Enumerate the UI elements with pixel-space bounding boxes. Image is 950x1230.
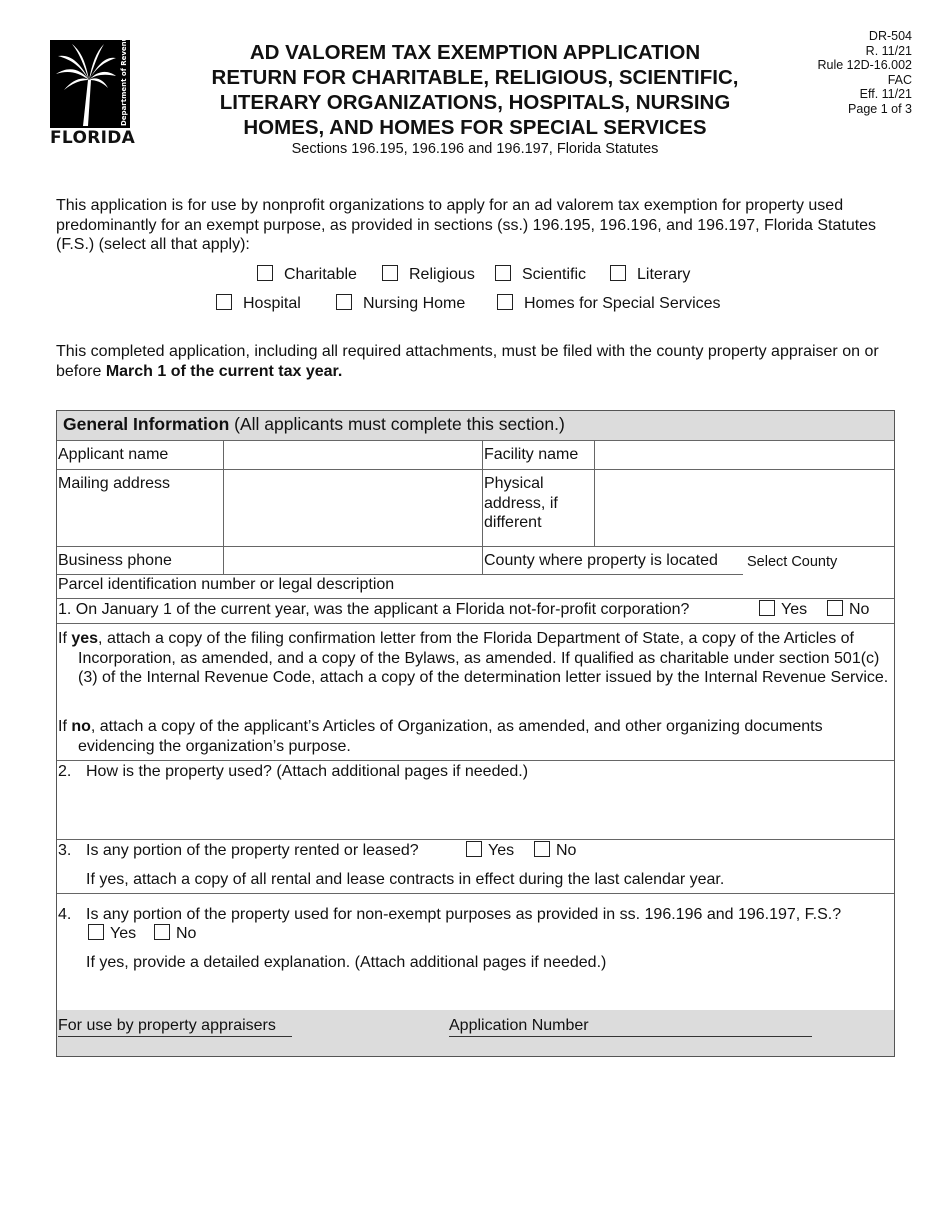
q4-answer-field[interactable] (86, 976, 892, 1009)
form-subtitle: Sections 196.195, 196.196 and 196.197, Florida Statutes (291, 141, 659, 157)
q2-answer-field[interactable] (86, 784, 892, 838)
question-1-no[interactable] (827, 600, 869, 620)
form-effective: Eff. 11/21 (859, 87, 912, 102)
county-select[interactable]: Select County (747, 554, 838, 570)
mailing-address-label: Mailing address (58, 475, 171, 492)
option-scientific[interactable] (495, 265, 586, 284)
physical-address-label: Physical address, if different (484, 475, 558, 531)
facility-name-field[interactable] (595, 441, 894, 469)
question-4-text: Is any portion of the property used for non-exempt purposes as provided in ss. 196.196 and 196.197, F.S.? (86, 906, 842, 923)
general-information-form (56, 410, 895, 1057)
appraiser-use-band (57, 1010, 894, 1056)
facility-name-label: Facility name (484, 446, 579, 463)
option-charitable[interactable] (257, 265, 357, 284)
q3-no-label: No (556, 842, 577, 859)
form-fac: FAC (887, 72, 912, 87)
title-line-1: AD VALOREM TAX EXEMPTION APPLICATION (249, 41, 701, 64)
section-title-bold: General Information (63, 414, 230, 434)
parcel-label: Parcel identification number or legal description (58, 576, 395, 593)
parcel-field[interactable] (417, 575, 893, 598)
q3-no-checkbox[interactable] (534, 841, 550, 857)
scientific-label: Scientific (522, 266, 587, 283)
question-2-text: How is the property used? (Attach additional pages if needed.) (86, 763, 529, 780)
applicant-name-label: Applicant name (58, 446, 169, 463)
title-line-2: RETURN FOR CHARITABLE, RELIGIOUS, SCIENTIFIC, (211, 66, 739, 89)
section-title (63, 415, 565, 435)
filing-deadline: March 1 of the current tax year. (105, 362, 343, 380)
literary-label: Literary (637, 266, 691, 283)
form-rule: Rule 12D-16.002 (817, 58, 912, 73)
q3-yes-checkbox[interactable] (466, 841, 482, 857)
question-4-yes[interactable] (88, 924, 136, 944)
q4-yes-checkbox[interactable] (88, 924, 104, 940)
question-1-text: 1. On January 1 of the current year, was the applicant a Florida not-for-profit corporation? (58, 601, 690, 618)
q1-if-no-lead: If (58, 718, 72, 735)
question-2-number: 2. (58, 763, 72, 780)
question-4-no[interactable] (154, 924, 196, 944)
filing-instructions (56, 342, 906, 381)
q1-if-no-instructions (58, 717, 892, 756)
q3-yes-label: Yes (488, 842, 515, 859)
section-title-note: (All applicants must complete this section.) (229, 414, 565, 434)
question-3-text: Is any portion of the property rented or leased? (86, 842, 419, 859)
q1-if-yes-lead: If (58, 630, 72, 647)
literary-checkbox[interactable] (610, 265, 626, 281)
palm-tree-icon (50, 40, 130, 128)
appraiser-use-label: For use by property appraisers (58, 1016, 292, 1037)
section-header (57, 411, 894, 440)
special-services-label: Homes for Special Services (524, 295, 721, 312)
question-4-note: If yes, provide a detailed explanation. (Attach additional pages if needed.) (86, 954, 607, 971)
q4-no-checkbox[interactable] (154, 924, 170, 940)
special-services-checkbox[interactable] (497, 294, 513, 310)
title-line-3: LITERARY ORGANIZATIONS, HOSPITALS, NURSING (219, 91, 731, 114)
business-phone-field[interactable] (224, 547, 482, 574)
question-3-no[interactable] (534, 841, 576, 861)
question-4-number: 4. (58, 906, 72, 923)
q1-yes-checkbox[interactable] (759, 600, 775, 616)
filing-text: This completed application, including all required attachments, must be filed with the county property appraiser on or before (56, 343, 879, 380)
nursing-home-checkbox[interactable] (336, 294, 352, 310)
q1-if-no-bold: no (71, 718, 91, 735)
q1-no-label: No (849, 601, 870, 618)
scientific-checkbox[interactable] (495, 265, 511, 281)
hospital-label: Hospital (243, 295, 301, 312)
q1-yes-label: Yes (781, 601, 808, 618)
q4-no-label: No (176, 925, 197, 942)
q1-if-yes-instructions (58, 629, 892, 688)
title-line-4: HOMES, AND HOMES FOR SPECIAL SERVICES (243, 116, 707, 139)
option-literary[interactable] (610, 265, 690, 284)
intro-text: This application is for use by nonprofit organizations to apply for an ad valorem tax exemption for property used predominantly for an exempt purpose, as provided in sections (ss.) 196.195, 196.196, and 196.197, Florida Statutes (F.S.) (select all that apply): (56, 197, 877, 253)
form-revision: R. 11/21 (865, 43, 912, 58)
logo-side-text: Department of Revenue (120, 40, 128, 126)
q1-no-checkbox[interactable] (827, 600, 843, 616)
q1-if-yes-text: , attach a copy of the filing confirmation letter from the Florida Department of State, a copy of the Articles of Incorporation, as amended, and a copy of the Bylaws, as amended. If qualified as charitable under section 501(c)(3) of the Internal Revenue Code, attach a copy of the determination letter issued by the Internal Revenue Service. (78, 630, 889, 686)
q4-yes-label: Yes (110, 925, 137, 942)
option-hospital[interactable] (216, 294, 301, 313)
page-number: Page 1 of 3 (848, 101, 912, 116)
form-number: DR-504 (868, 29, 912, 43)
charitable-label: Charitable (284, 266, 357, 283)
option-special-services[interactable] (497, 294, 721, 313)
form-id-block (817, 29, 912, 117)
question-3-yes[interactable] (466, 841, 514, 861)
hospital-checkbox[interactable] (216, 294, 232, 310)
religious-checkbox[interactable] (382, 265, 398, 281)
question-1-yes[interactable] (759, 600, 807, 620)
charitable-checkbox[interactable] (257, 265, 273, 281)
physical-address-field[interactable] (595, 470, 894, 546)
logo-wordmark: FLORIDA (50, 128, 136, 148)
question-3-note: If yes, attach a copy of all rental and lease contracts in effect during the last calendar year. (86, 871, 725, 888)
q1-if-yes-bold: yes (71, 630, 99, 647)
applicant-name-field[interactable] (224, 441, 482, 469)
option-nursing-home[interactable] (336, 294, 465, 313)
option-religious[interactable] (382, 265, 475, 284)
religious-label: Religious (409, 266, 475, 283)
q1-if-no-text: , attach a copy of the applicant’s Articles of Organization, as amended, and other organizing documents evidencing the organization’s purpose. (78, 718, 823, 755)
mailing-address-field[interactable] (224, 470, 482, 546)
nursing-home-label: Nursing Home (363, 295, 466, 312)
application-number-label: Application Number (449, 1016, 812, 1037)
question-3-number: 3. (58, 842, 72, 859)
form-title (175, 40, 775, 157)
county-label: County where property is located (484, 552, 718, 569)
business-phone-label: Business phone (58, 552, 172, 569)
